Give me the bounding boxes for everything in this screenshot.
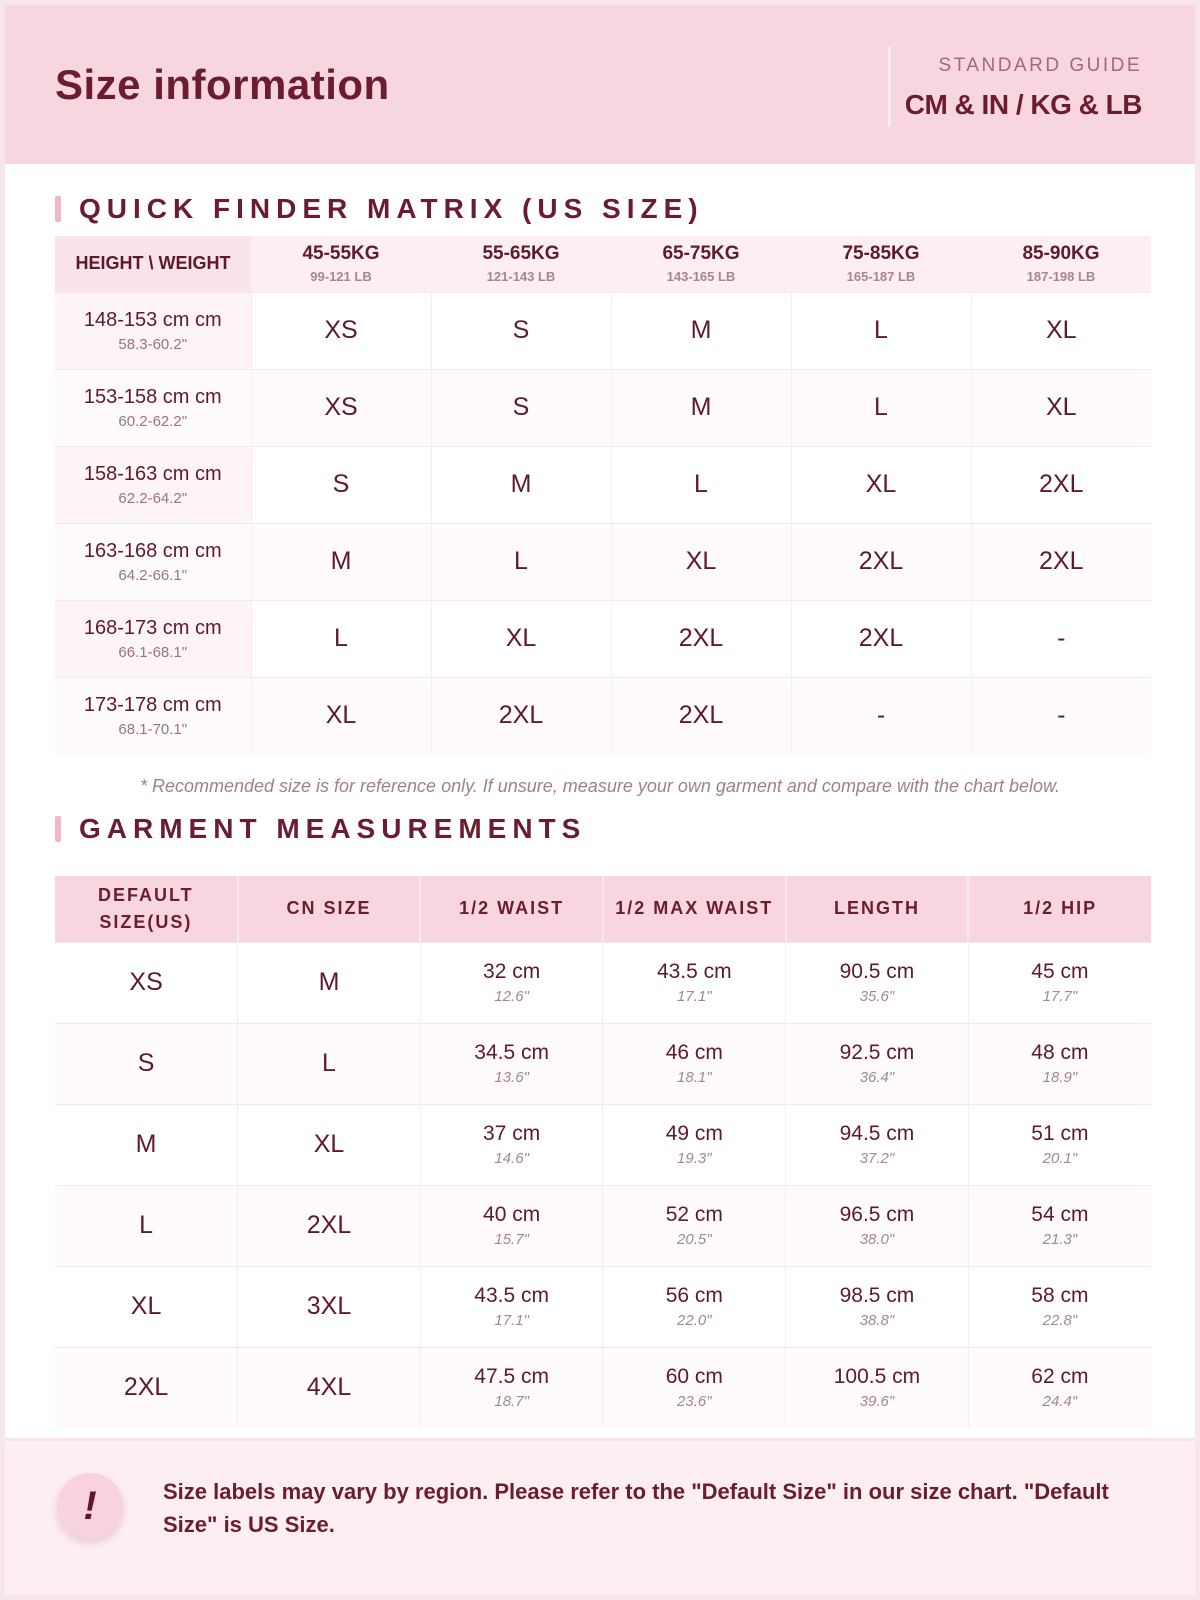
recommended-size-cell: L	[251, 600, 431, 677]
measurement-in: 12.6"	[494, 988, 529, 1005]
garment-row	[55, 1347, 1151, 1428]
size-info-page	[5, 5, 1195, 1595]
measurement-cell	[968, 1104, 1151, 1185]
measurement-in: 15.7"	[494, 1231, 529, 1248]
recommended-size-cell: M	[611, 369, 791, 446]
measurement-cell	[968, 1347, 1151, 1428]
measurement-cell	[420, 1023, 603, 1104]
measurement-in: 37.2"	[859, 1150, 895, 1167]
default-size-cell: 2XL	[55, 1347, 238, 1428]
measurement-cell	[786, 1347, 969, 1428]
matrix-row	[55, 369, 1151, 446]
garment-header-row	[55, 876, 1151, 942]
weight-kg-label: 45-55KG	[302, 243, 380, 265]
recommended-size-cell: L	[791, 369, 971, 446]
section-accent-bar	[55, 196, 61, 222]
measurement-in: 36.4"	[859, 1069, 895, 1086]
height-row-header	[55, 292, 251, 369]
measurement-in: 35.6"	[859, 988, 895, 1005]
measurement-cell	[420, 1347, 603, 1428]
header-divider	[888, 47, 891, 127]
measurement-cm: 49 cm	[665, 1122, 723, 1145]
guide-units: CM & IN / KG & LB	[904, 89, 1142, 120]
recommended-size-cell: XL	[431, 600, 611, 677]
weight-lb-label: 143-165 LB	[666, 269, 736, 285]
measurement-in: 23.6"	[677, 1393, 712, 1411]
weight-column-header	[431, 236, 611, 292]
measurement-cm: 46 cm	[665, 1041, 723, 1064]
measurement-in: 24.4"	[1042, 1393, 1078, 1411]
measurement-cell	[603, 1023, 786, 1104]
footer-text: Size labels may vary by region. Please refer to the "Default Size" in our size chart. "Default Size" is US Size.	[163, 1479, 1109, 1537]
recommended-size-cell: XL	[251, 677, 431, 754]
garment-row	[55, 942, 1151, 1023]
measurement-in: 18.9"	[1042, 1069, 1078, 1086]
weight-kg-label: 55-65KG	[482, 243, 560, 265]
recommended-size-cell: 2XL	[611, 677, 791, 754]
weight-column-header	[251, 236, 431, 292]
guide-label: STANDARD GUIDE	[938, 55, 1142, 76]
garment-column-header: DEFAULT SIZE(US)	[97, 884, 194, 932]
garment-column-header: 1/2 MAX WAIST	[603, 876, 786, 942]
height-row-header	[55, 369, 251, 446]
garment-row	[55, 1185, 1151, 1266]
header	[5, 5, 1195, 164]
measurement-cm: 48 cm	[1031, 1041, 1089, 1064]
measurement-cell	[420, 1185, 603, 1266]
measurement-cm: 90.5 cm	[839, 960, 915, 983]
weight-lb-label: 187-198 LB	[1026, 269, 1096, 285]
measurement-cell	[786, 942, 969, 1023]
height-cm-label: 168-173 cm cm	[83, 616, 222, 639]
matrix-header-row	[55, 236, 1151, 292]
recommended-size-cell: 2XL	[611, 600, 791, 677]
measurement-in: 18.7"	[494, 1393, 529, 1411]
measurement-cm: 96.5 cm	[839, 1203, 915, 1226]
measurement-in: 38.0"	[859, 1231, 895, 1248]
height-row-header	[55, 523, 251, 600]
measurement-in: 20.1"	[1042, 1150, 1078, 1167]
measurement-cm: 94.5 cm	[839, 1122, 915, 1145]
height-in-label: 58.3-60.2"	[118, 335, 188, 353]
height-cm-label: 153-158 cm cm	[83, 385, 222, 408]
measurement-cell	[420, 942, 603, 1023]
measurement-cm: 60 cm	[665, 1365, 723, 1389]
measurement-cell	[968, 1023, 1151, 1104]
measurement-cell	[968, 942, 1151, 1023]
measurement-cm: 47.5 cm	[474, 1365, 549, 1389]
weight-column-header	[791, 236, 971, 292]
recommended-size-cell: -	[971, 677, 1151, 754]
recommended-size-cell: XL	[611, 523, 791, 600]
measurement-cell	[968, 1185, 1151, 1266]
matrix-heading-text: QUICK FINDER MATRIX (US SIZE)	[79, 193, 704, 224]
measurement-in: 17.7"	[1042, 988, 1078, 1005]
matrix-row	[55, 446, 1151, 523]
recommended-size-cell: M	[431, 446, 611, 523]
cn-size-cell: L	[238, 1023, 421, 1104]
recommended-size-cell: L	[791, 292, 971, 369]
exclamation-icon: !	[57, 1473, 123, 1539]
measurement-cm: 100.5 cm	[833, 1365, 921, 1389]
garment-column-header: 1/2 HIP	[968, 876, 1151, 942]
measurement-in: 19.3"	[677, 1150, 712, 1167]
measurement-cm: 34.5 cm	[474, 1041, 549, 1064]
recommended-size-cell: M	[611, 292, 791, 369]
garment-row	[55, 1266, 1151, 1347]
measurement-cm: 54 cm	[1031, 1203, 1089, 1226]
weight-lb-label: 99-121 LB	[310, 269, 372, 285]
measurement-in: 14.6"	[494, 1150, 529, 1167]
height-cm-label: 148-153 cm cm	[83, 308, 222, 331]
default-size-cell: S	[55, 1023, 238, 1104]
garment-row	[55, 1023, 1151, 1104]
recommended-size-cell: L	[431, 523, 611, 600]
height-row-header	[55, 446, 251, 523]
measurement-cell	[603, 1185, 786, 1266]
height-in-label: 60.2-62.2"	[118, 412, 188, 430]
matrix-row	[55, 523, 1151, 600]
measurement-cell	[786, 1266, 969, 1347]
weight-kg-label: 75-85KG	[842, 243, 920, 265]
reference-note: * Recommended size is for reference only. If unsure, measure your own garment and compare with the chart below.	[139, 776, 1061, 796]
height-row-header	[55, 677, 251, 754]
recommended-size-cell: 2XL	[791, 523, 971, 600]
cn-size-cell: 2XL	[238, 1185, 421, 1266]
measurement-in: 38.8"	[859, 1312, 895, 1329]
measurement-in: 20.5"	[677, 1231, 712, 1248]
measurement-cell	[420, 1266, 603, 1347]
measurement-cell	[603, 1347, 786, 1428]
measurement-in: 22.0"	[677, 1312, 712, 1329]
measurement-cell	[786, 1023, 969, 1104]
measurement-cm: 62 cm	[1031, 1365, 1089, 1389]
garment-section-heading	[55, 813, 586, 845]
matrix-row	[55, 292, 1151, 369]
cn-size-cell: 3XL	[238, 1266, 421, 1347]
measurement-cm: 40 cm	[483, 1203, 541, 1226]
recommended-size-cell: -	[791, 677, 971, 754]
measurement-cm: 37 cm	[483, 1122, 541, 1145]
section-accent-bar	[55, 816, 61, 842]
default-size-cell: XL	[55, 1266, 238, 1347]
footer-notice	[5, 1438, 1195, 1595]
measurement-cell	[786, 1185, 969, 1266]
height-cm-label: 158-163 cm cm	[83, 462, 222, 485]
page-title: Size information	[55, 61, 390, 108]
quick-finder-matrix	[55, 236, 1151, 754]
cn-size-cell: XL	[238, 1104, 421, 1185]
weight-lb-label: 121-143 LB	[486, 269, 556, 285]
cn-size-cell: M	[238, 942, 421, 1023]
measurement-cm: 51 cm	[1031, 1122, 1089, 1145]
measurement-in: 21.3"	[1042, 1231, 1078, 1248]
recommended-size-cell: XL	[971, 369, 1151, 446]
height-row-header	[55, 600, 251, 677]
matrix-section-heading	[55, 193, 704, 225]
weight-column-header	[611, 236, 791, 292]
garment-column-header: LENGTH	[786, 876, 969, 942]
measurement-cm: 98.5 cm	[839, 1284, 915, 1307]
recommended-size-cell: 2XL	[971, 523, 1151, 600]
recommended-size-cell: 2XL	[791, 600, 971, 677]
measurement-cell	[603, 1266, 786, 1347]
garment-row	[55, 1104, 1151, 1185]
garment-measurements-table	[55, 876, 1151, 1428]
measurement-cm: 92.5 cm	[839, 1041, 915, 1064]
garment-column-header: 1/2 WAIST	[420, 876, 603, 942]
cn-size-cell: 4XL	[238, 1347, 421, 1428]
recommended-size-cell: XS	[251, 369, 431, 446]
weight-column-header	[971, 236, 1151, 292]
measurement-cm: 43.5 cm	[656, 960, 732, 983]
measurement-in: 17.1"	[494, 1312, 529, 1329]
default-size-cell: XS	[55, 942, 238, 1023]
measurement-in: 18.1"	[677, 1069, 712, 1086]
height-cm-label: 163-168 cm cm	[83, 539, 222, 562]
recommended-size-cell: 2XL	[431, 677, 611, 754]
default-size-cell: L	[55, 1185, 238, 1266]
recommended-size-cell: 2XL	[971, 446, 1151, 523]
recommended-size-cell: M	[251, 523, 431, 600]
garment-column-header: CN SIZE	[238, 876, 421, 942]
recommended-size-cell: S	[431, 369, 611, 446]
default-size-cell: M	[55, 1104, 238, 1185]
measurement-cell	[420, 1104, 603, 1185]
recommended-size-cell: S	[431, 292, 611, 369]
measurement-cm: 43.5 cm	[474, 1284, 549, 1307]
height-in-label: 62.2-64.2"	[118, 489, 188, 507]
matrix-row	[55, 600, 1151, 677]
measurement-cm: 58 cm	[1031, 1284, 1089, 1307]
recommended-size-cell: XS	[251, 292, 431, 369]
weight-kg-label: 65-75KG	[662, 243, 740, 265]
recommended-size-cell: L	[611, 446, 791, 523]
measurement-cell	[786, 1104, 969, 1185]
recommended-size-cell: -	[971, 600, 1151, 677]
matrix-row	[55, 677, 1151, 754]
measurement-cell	[603, 1104, 786, 1185]
measurement-in: 22.8"	[1042, 1312, 1078, 1329]
measurement-in: 17.1"	[677, 988, 712, 1005]
height-in-label: 66.1-68.1"	[118, 643, 188, 661]
garment-heading-text: GARMENT MEASUREMENTS	[79, 813, 587, 844]
recommended-size-cell: XL	[971, 292, 1151, 369]
weight-lb-label: 165-187 LB	[846, 269, 916, 285]
measurement-cm: 52 cm	[665, 1203, 723, 1226]
measurement-in: 39.6"	[859, 1393, 895, 1411]
matrix-corner-label: HEIGHT \ WEIGHT	[55, 236, 251, 292]
recommended-size-cell: XL	[791, 446, 971, 523]
measurement-cm: 56 cm	[665, 1284, 723, 1307]
height-in-label: 68.1-70.1"	[118, 720, 188, 738]
weight-kg-label: 85-90KG	[1022, 243, 1100, 265]
height-in-label: 64.2-66.1"	[118, 566, 188, 584]
measurement-in: 13.6"	[494, 1069, 529, 1086]
recommended-size-cell: S	[251, 446, 431, 523]
measurement-cell	[603, 942, 786, 1023]
measurement-cm: 32 cm	[483, 960, 541, 983]
height-cm-label: 173-178 cm cm	[83, 693, 222, 716]
measurement-cm: 45 cm	[1031, 960, 1089, 983]
measurement-cell	[968, 1266, 1151, 1347]
